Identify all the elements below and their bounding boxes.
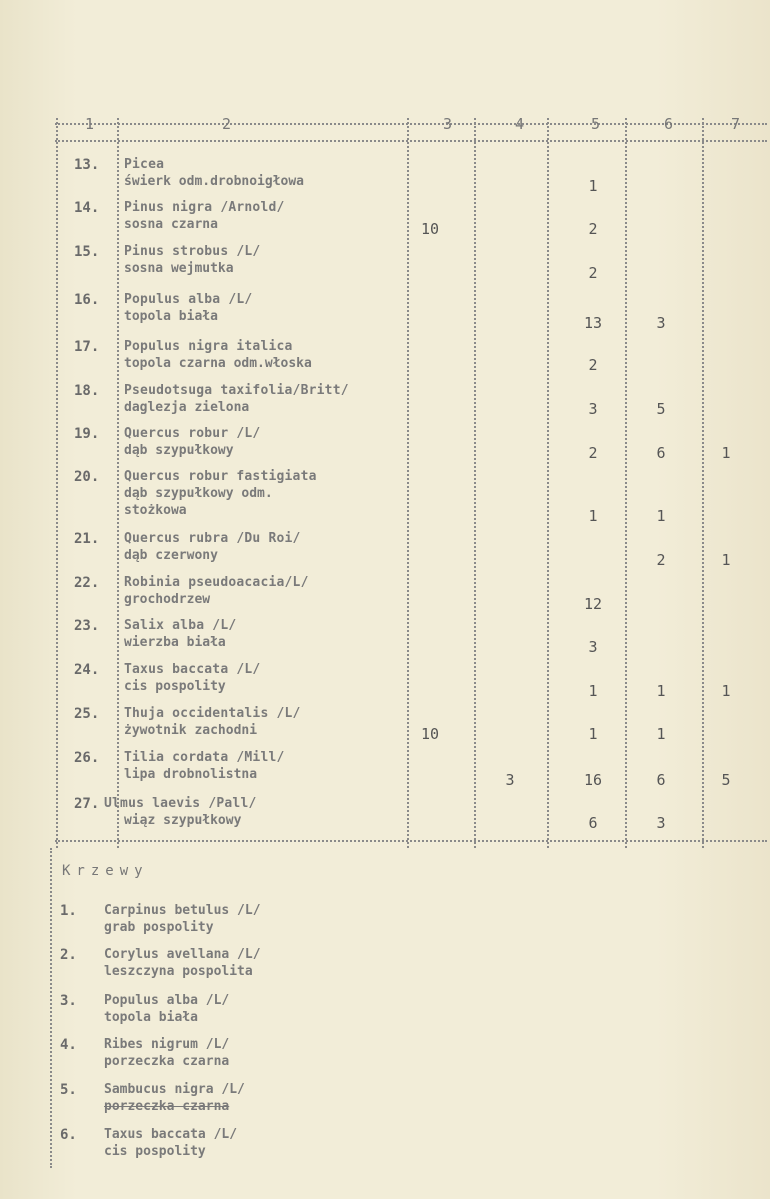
polish-name: świerk odm.drobnoigłowa bbox=[124, 174, 305, 189]
row-number: 26. bbox=[74, 750, 100, 766]
table-row bbox=[0, 796, 770, 840]
cell-col6: 1 bbox=[656, 507, 666, 525]
latin-name: Pinus nigra /Arnold/ bbox=[124, 200, 285, 215]
polish-name: cis pospolity bbox=[104, 1144, 206, 1159]
latin-name: Salix alba /L/ bbox=[124, 618, 237, 633]
latin-name: Pinus strobus /L/ bbox=[124, 244, 261, 259]
cell-col6: 3 bbox=[656, 314, 666, 332]
table-row bbox=[0, 469, 770, 529]
row-number: 18. bbox=[74, 383, 100, 399]
col-header-4: 4 bbox=[515, 115, 525, 133]
latin-name: Populus alba /L/ bbox=[124, 292, 253, 307]
cell-col6: 1 bbox=[656, 725, 666, 743]
row-number: 24. bbox=[74, 662, 100, 678]
row-number: 19. bbox=[74, 426, 100, 442]
polish-name: leszczyna pospolita bbox=[104, 964, 253, 979]
row-number: 21. bbox=[74, 531, 100, 547]
cell-col7: 1 bbox=[721, 551, 731, 569]
latin-name: Populus nigra italica bbox=[124, 339, 293, 354]
cell-col6: 2 bbox=[656, 551, 666, 569]
cell-col3: 10 bbox=[420, 725, 440, 743]
polish-name: daglezja zielona bbox=[124, 400, 250, 415]
row-number: 23. bbox=[74, 618, 100, 634]
item-number: 2. bbox=[60, 947, 77, 963]
table-bottom-rule bbox=[55, 840, 767, 842]
cell-col5: 1 bbox=[588, 177, 598, 195]
col-header-5: 5 bbox=[591, 115, 601, 133]
table-row bbox=[0, 618, 770, 662]
polish-name: grab pospolity bbox=[104, 920, 214, 935]
cell-col3: 10 bbox=[420, 220, 440, 238]
table-row bbox=[0, 750, 770, 794]
polish-name: lipa drobnolistna bbox=[124, 767, 258, 782]
row-number: 16. bbox=[74, 292, 100, 308]
latin-name: Ribes nigrum /L/ bbox=[104, 1037, 230, 1052]
cell-col5: 12 bbox=[583, 595, 603, 613]
cell-col5: 1 bbox=[588, 507, 598, 525]
cell-col5: 2 bbox=[588, 356, 598, 374]
table-row bbox=[0, 157, 770, 201]
section-title: Krzewy bbox=[62, 863, 149, 879]
row-number: 15. bbox=[74, 244, 100, 260]
cell-col5: 2 bbox=[588, 264, 598, 282]
cell-col6: 1 bbox=[656, 682, 666, 700]
cell-col6: 6 bbox=[656, 771, 666, 789]
col-header-2: 2 bbox=[222, 115, 232, 133]
cell-col5: 2 bbox=[588, 444, 598, 462]
polish-name: wiąz szypułkowy bbox=[124, 813, 242, 828]
cell-col7: 5 bbox=[721, 771, 731, 789]
row-number: 22. bbox=[74, 575, 100, 591]
polish-name: dąb szypułkowy bbox=[124, 443, 234, 458]
col-header-7: 7 bbox=[731, 115, 741, 133]
latin-name: Sambucus nigra /L/ bbox=[104, 1082, 245, 1097]
latin-name: Quercus rubra /Du Roi/ bbox=[124, 531, 301, 546]
latin-name: Quercus robur fastigiata bbox=[124, 469, 317, 484]
row-number: 20. bbox=[74, 469, 100, 485]
row-number: 25. bbox=[74, 706, 100, 722]
latin-name: Corylus avellana /L/ bbox=[104, 947, 261, 962]
item-number: 4. bbox=[60, 1037, 77, 1053]
latin-name: Populus alba /L/ bbox=[104, 993, 230, 1008]
table-row bbox=[0, 339, 770, 383]
cell-col6: 3 bbox=[656, 814, 666, 832]
cell-col6: 6 bbox=[656, 444, 666, 462]
cell-col5: 16 bbox=[583, 771, 603, 789]
table-row bbox=[0, 662, 770, 706]
cell-col7: 1 bbox=[721, 682, 731, 700]
polish-name: sosna wejmutka bbox=[124, 261, 234, 276]
col-header-6: 6 bbox=[664, 115, 674, 133]
polish-name: topola biała bbox=[124, 309, 218, 324]
list-item bbox=[0, 1037, 770, 1081]
row-number: 17. bbox=[74, 339, 100, 355]
cell-col5: 13 bbox=[583, 314, 603, 332]
row-number: 14. bbox=[74, 200, 100, 216]
row-number: 27. bbox=[74, 796, 100, 812]
cell-col5: 1 bbox=[588, 682, 598, 700]
list-item bbox=[0, 903, 770, 947]
polish-name: porzeczka czarna bbox=[104, 1099, 230, 1114]
latin-name: Ulmus laevis /Pall/ bbox=[104, 796, 257, 811]
table-row bbox=[0, 244, 770, 288]
cell-col5: 2 bbox=[588, 220, 598, 238]
table-row bbox=[0, 200, 770, 244]
cell-col5: 1 bbox=[588, 725, 598, 743]
polish-name-cont: stożkowa bbox=[124, 503, 187, 518]
cell-col7: 1 bbox=[721, 444, 731, 462]
polish-name: grochodrzew bbox=[124, 592, 211, 607]
latin-name: Quercus robur /L/ bbox=[124, 426, 261, 441]
col-header-1: 1 bbox=[85, 115, 95, 133]
polish-name: topola biała bbox=[104, 1010, 198, 1025]
table-row bbox=[0, 531, 770, 575]
item-number: 3. bbox=[60, 993, 77, 1009]
polish-name: wierzba biała bbox=[124, 635, 226, 650]
item-number: 5. bbox=[60, 1082, 77, 1098]
table-row bbox=[0, 383, 770, 427]
cell-col4: 3 bbox=[505, 771, 515, 789]
list-item bbox=[0, 947, 770, 991]
latin-name: Picea bbox=[124, 157, 165, 172]
polish-name: dąb szypułkowy odm. bbox=[124, 486, 273, 501]
cell-col5: 6 bbox=[588, 814, 598, 832]
table-row bbox=[0, 292, 770, 336]
list-item bbox=[0, 1127, 770, 1171]
table-row bbox=[0, 426, 770, 470]
cell-col6: 5 bbox=[656, 400, 666, 418]
polish-name: żywotnik zachodni bbox=[124, 723, 258, 738]
item-number: 6. bbox=[60, 1127, 77, 1143]
polish-name: porzeczka czarna bbox=[104, 1054, 230, 1069]
cell-col5: 3 bbox=[588, 400, 598, 418]
row-number: 13. bbox=[74, 157, 100, 173]
header-bottom-rule bbox=[55, 140, 767, 142]
latin-name: Robinia pseudoacacia/L/ bbox=[124, 575, 309, 590]
polish-name: cis pospolity bbox=[124, 679, 226, 694]
list-item bbox=[0, 1082, 770, 1126]
latin-name: Carpinus betulus /L/ bbox=[104, 903, 261, 918]
table-row bbox=[0, 706, 770, 750]
header-top-rule bbox=[55, 123, 767, 125]
latin-name: Taxus baccata /L/ bbox=[104, 1127, 238, 1142]
item-number: 1. bbox=[60, 903, 77, 919]
latin-name: Pseudotsuga taxifolia/Britt/ bbox=[124, 383, 349, 398]
latin-name: Thuja occidentalis /L/ bbox=[124, 706, 301, 721]
col-header-3: 3 bbox=[443, 115, 453, 133]
list-item bbox=[0, 993, 770, 1037]
polish-name: topola czarna odm.włoska bbox=[124, 356, 312, 371]
polish-name: sosna czarna bbox=[124, 217, 218, 232]
table-row bbox=[0, 575, 770, 619]
polish-name: dąb czerwony bbox=[124, 548, 218, 563]
latin-name: Taxus baccata /L/ bbox=[124, 662, 261, 677]
cell-col5: 3 bbox=[588, 638, 598, 656]
latin-name: Tilia cordata /Mill/ bbox=[124, 750, 285, 765]
